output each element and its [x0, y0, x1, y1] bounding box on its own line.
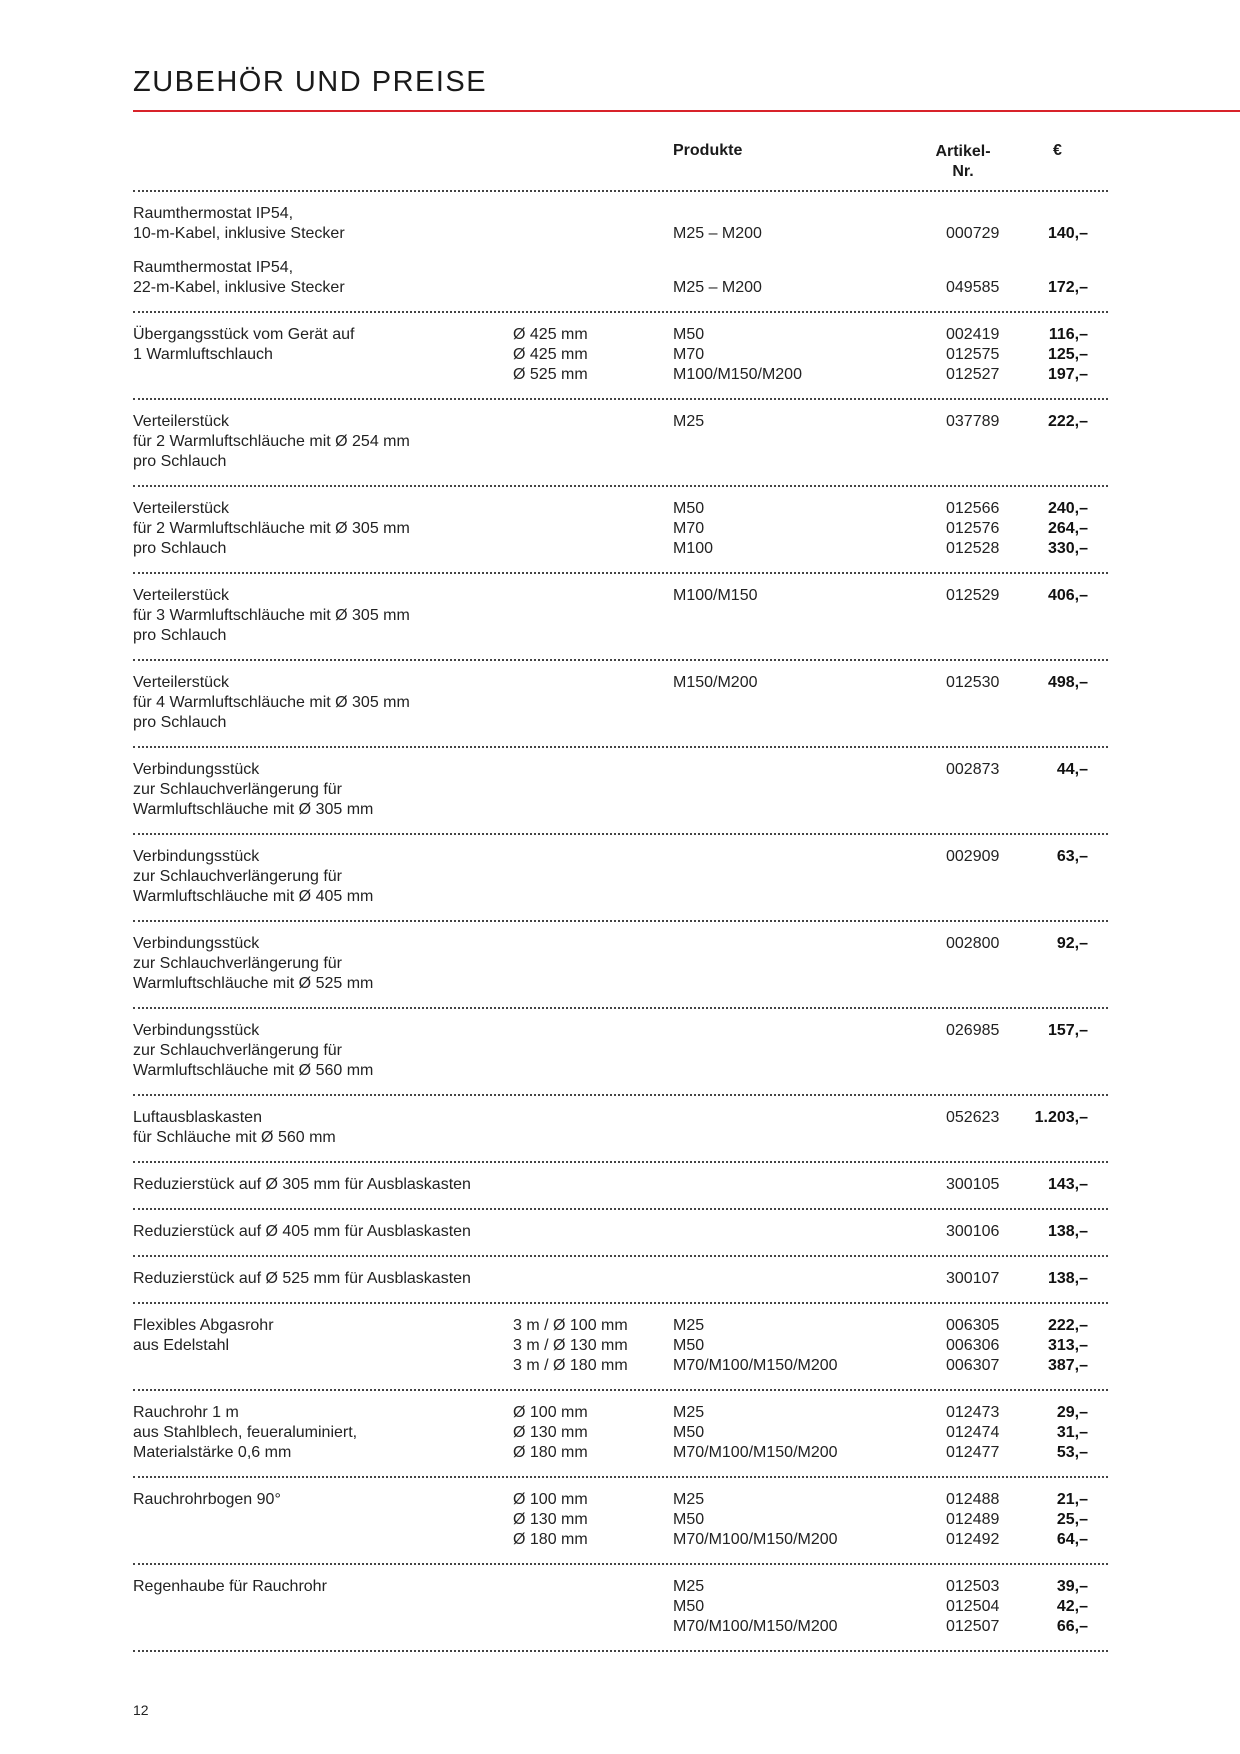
item-products: M70	[673, 346, 705, 363]
item-description: Verteilerstück	[133, 413, 230, 430]
page-number: 12	[133, 1702, 149, 1718]
table-row	[133, 1175, 1108, 1195]
table-row	[133, 934, 1108, 954]
item-description: Übergangsstück vom Gerät auf	[133, 326, 355, 343]
item-description: pro Schlauch	[133, 714, 227, 731]
item-article-number: 002419	[946, 326, 1000, 343]
product-group	[133, 1391, 1108, 1476]
item-description: 22-m-Kabel, inklusive Stecker	[133, 279, 345, 296]
item-article-number: 012489	[946, 1511, 1000, 1528]
item-products: M100	[673, 540, 714, 557]
item-article-number: 049585	[946, 279, 1000, 296]
item-price: 63,–	[1056, 848, 1088, 865]
dotted-divider	[133, 1650, 1108, 1652]
table-row	[133, 693, 1108, 713]
title-rule	[133, 110, 1240, 112]
item-price: 197,–	[1047, 366, 1088, 383]
item-description: Regenhaube für Rauchrohr	[133, 1578, 327, 1595]
table-row	[133, 1443, 1108, 1463]
table-row	[133, 606, 1108, 626]
item-description: für 4 Warmluftschläuche mit Ø 305 mm	[133, 694, 410, 711]
item-description: Verbindungsstück	[133, 1022, 260, 1039]
item-price: 92,–	[1056, 935, 1088, 952]
price-table	[133, 140, 1108, 1652]
item-description: für 2 Warmluftschläuche mit Ø 254 mm	[133, 433, 410, 450]
item-size: Ø 525 mm	[513, 366, 588, 383]
item-article-number: 012477	[946, 1444, 1000, 1461]
item-price: 42,–	[1056, 1598, 1088, 1615]
table-row	[133, 867, 1108, 887]
product-group	[133, 192, 1108, 258]
table-row	[133, 325, 1108, 345]
item-article-number: 006307	[946, 1357, 1000, 1374]
table-row	[133, 432, 1108, 452]
product-group	[133, 1096, 1108, 1161]
page-title: ZUBEHÖR UND PREISE	[133, 66, 488, 98]
item-article-number: 002800	[946, 935, 1000, 952]
item-price: 66,–	[1056, 1618, 1088, 1635]
product-group	[133, 1565, 1108, 1650]
item-article-number: 012527	[946, 366, 1000, 383]
item-price: 29,–	[1056, 1404, 1088, 1421]
item-size: Ø 130 mm	[513, 1424, 588, 1441]
product-group	[133, 574, 1108, 659]
item-price: 64,–	[1056, 1531, 1088, 1548]
item-price: 498,–	[1047, 674, 1088, 691]
item-article-number: 052623	[946, 1109, 1000, 1126]
item-products: M50	[673, 1511, 705, 1528]
product-group	[133, 835, 1108, 920]
item-article-number: 300107	[946, 1270, 1000, 1287]
item-size: Ø 425 mm	[513, 346, 588, 363]
table-row	[133, 278, 1108, 298]
item-description: zur Schlauchverlängerung für	[133, 868, 343, 885]
table-row	[133, 713, 1108, 733]
item-article-number: 012492	[946, 1531, 1000, 1548]
item-size: 3 m / Ø 130 mm	[513, 1337, 628, 1354]
header-article-nr	[928, 142, 998, 182]
item-article-number: 012529	[946, 587, 1000, 604]
item-price: 222,–	[1047, 1317, 1088, 1334]
table-row	[133, 1356, 1108, 1376]
product-group	[133, 1304, 1108, 1389]
item-price: 39,–	[1056, 1578, 1088, 1595]
table-row	[133, 519, 1108, 539]
item-description: Verteilerstück	[133, 674, 230, 691]
item-article-number: 012530	[946, 674, 1000, 691]
item-description: pro Schlauch	[133, 627, 227, 644]
table-row	[133, 760, 1108, 780]
item-description: Rauchrohrbogen 90°	[133, 1491, 281, 1508]
item-description: Luftausblaskasten	[133, 1109, 262, 1126]
item-description: aus Stahlblech, feueraluminiert,	[133, 1424, 358, 1441]
item-products: M100/M150	[673, 587, 758, 604]
item-article-number: 002909	[946, 848, 1000, 865]
item-article-number: 300105	[946, 1176, 1000, 1193]
item-description: Reduzierstück auf Ø 305 mm für Ausblaskasten	[133, 1176, 471, 1193]
item-products: M70	[673, 520, 705, 537]
product-group	[133, 487, 1108, 572]
item-article-number: 026985	[946, 1022, 1000, 1039]
table-row	[133, 365, 1108, 385]
item-products: M25	[673, 1317, 705, 1334]
item-price: 240,–	[1047, 500, 1088, 517]
table-row	[133, 345, 1108, 365]
item-products: M25	[673, 1491, 705, 1508]
table-row	[133, 539, 1108, 559]
item-description: 1 Warmluftschlauch	[133, 346, 273, 363]
item-products: M70/M100/M150/M200	[673, 1531, 838, 1548]
item-article-number: 006306	[946, 1337, 1000, 1354]
item-size: Ø 180 mm	[513, 1444, 588, 1461]
product-group	[133, 1163, 1108, 1208]
item-price: 172,–	[1047, 279, 1088, 296]
item-description: Flexibles Abgasrohr	[133, 1317, 274, 1334]
item-description: Reduzierstück auf Ø 525 mm für Ausblaskasten	[133, 1270, 471, 1287]
item-article-number: 000729	[946, 225, 1000, 242]
item-size: 3 m / Ø 180 mm	[513, 1357, 628, 1374]
item-price: 330,–	[1047, 540, 1088, 557]
item-description: Verteilerstück	[133, 587, 230, 604]
item-price: 157,–	[1047, 1022, 1088, 1039]
item-article-number: 012575	[946, 346, 1000, 363]
header-article-nr-line1: Artikel-	[935, 143, 991, 160]
item-description: Verbindungsstück	[133, 848, 260, 865]
table-row	[133, 1336, 1108, 1356]
item-price: 387,–	[1047, 1357, 1088, 1374]
item-products: M50	[673, 1424, 705, 1441]
table-row	[133, 499, 1108, 519]
item-description: Warmluftschläuche mit Ø 560 mm	[133, 1062, 374, 1079]
item-size: Ø 180 mm	[513, 1531, 588, 1548]
table-row	[133, 626, 1108, 646]
item-description: pro Schlauch	[133, 540, 227, 557]
table-row	[133, 258, 1108, 278]
item-price: 138,–	[1047, 1270, 1088, 1287]
table-row	[133, 800, 1108, 820]
item-description: Materialstärke 0,6 mm	[133, 1444, 292, 1461]
item-price: 264,–	[1047, 520, 1088, 537]
product-group	[133, 922, 1108, 1007]
table-row	[133, 1403, 1108, 1423]
product-group	[133, 400, 1108, 485]
table-row	[133, 1597, 1108, 1617]
item-price: 143,–	[1047, 1176, 1088, 1193]
item-description: Warmluftschläuche mit Ø 525 mm	[133, 975, 374, 992]
item-description: zur Schlauchverlängerung für	[133, 955, 343, 972]
item-description: aus Edelstahl	[133, 1337, 230, 1354]
table-row	[133, 954, 1108, 974]
item-size: Ø 425 mm	[513, 326, 588, 343]
item-description: Verbindungsstück	[133, 935, 260, 952]
item-price: 25,–	[1056, 1511, 1088, 1528]
table-row	[133, 1108, 1108, 1128]
table-row	[133, 204, 1108, 224]
table-row	[133, 1316, 1108, 1336]
table-row	[133, 586, 1108, 606]
item-article-number: 012528	[946, 540, 1000, 557]
item-size: Ø 100 mm	[513, 1404, 588, 1421]
item-products: M150/M200	[673, 674, 758, 691]
item-products: M70/M100/M150/M200	[673, 1618, 838, 1635]
table-row	[133, 224, 1108, 244]
item-description: zur Schlauchverlängerung für	[133, 1042, 343, 1059]
item-price: 125,–	[1047, 346, 1088, 363]
item-price: 222,–	[1047, 413, 1088, 430]
item-price: 53,–	[1056, 1444, 1088, 1461]
item-products: M70/M100/M150/M200	[673, 1357, 838, 1374]
table-row	[133, 887, 1108, 907]
product-group	[133, 1009, 1108, 1094]
item-article-number: 037789	[946, 413, 1000, 430]
item-products: M25	[673, 413, 705, 430]
item-size: Ø 100 mm	[513, 1491, 588, 1508]
item-description: Warmluftschläuche mit Ø 305 mm	[133, 801, 374, 818]
item-price: 138,–	[1047, 1223, 1088, 1240]
item-article-number: 002873	[946, 761, 1000, 778]
table-row	[133, 780, 1108, 800]
item-article-number: 012576	[946, 520, 1000, 537]
item-description: Verteilerstück	[133, 500, 230, 517]
product-group	[133, 748, 1108, 833]
item-article-number: 012473	[946, 1404, 1000, 1421]
table-row	[133, 1617, 1108, 1637]
product-group	[133, 313, 1108, 398]
item-price: 140,–	[1047, 225, 1088, 242]
table-row	[133, 1530, 1108, 1550]
item-description: Reduzierstück auf Ø 405 mm für Ausblaskasten	[133, 1223, 471, 1240]
item-article-number: 012503	[946, 1578, 1000, 1595]
item-price: 406,–	[1047, 587, 1088, 604]
item-products: M50	[673, 500, 705, 517]
table-row	[133, 1021, 1108, 1041]
item-article-number: 012474	[946, 1424, 1000, 1441]
item-price: 1.203,–	[1034, 1109, 1088, 1126]
table-body	[133, 192, 1108, 1652]
item-size: Ø 130 mm	[513, 1511, 588, 1528]
item-products: M50	[673, 326, 705, 343]
item-description: Raumthermostat IP54,	[133, 205, 294, 222]
item-price: 44,–	[1056, 761, 1088, 778]
item-article-number: 012507	[946, 1618, 1000, 1635]
item-products: M50	[673, 1598, 705, 1615]
item-description: Verbindungsstück	[133, 761, 260, 778]
table-header	[133, 140, 1108, 190]
item-description: für 2 Warmluftschläuche mit Ø 305 mm	[133, 520, 410, 537]
item-products: M25 – M200	[673, 279, 762, 296]
item-products: M100/M150/M200	[673, 366, 802, 383]
item-article-number: 012488	[946, 1491, 1000, 1508]
item-products: M50	[673, 1337, 705, 1354]
item-price: 313,–	[1047, 1337, 1088, 1354]
table-row	[133, 1061, 1108, 1081]
table-row	[133, 673, 1108, 693]
item-products: M25 – M200	[673, 225, 762, 242]
item-products: M70/M100/M150/M200	[673, 1444, 838, 1461]
item-description: Rauchrohr 1 m	[133, 1404, 239, 1421]
item-article-number: 300106	[946, 1223, 1000, 1240]
item-size: 3 m / Ø 100 mm	[513, 1317, 628, 1334]
table-row	[133, 1041, 1108, 1061]
product-group	[133, 661, 1108, 746]
product-group	[133, 258, 1108, 311]
table-row	[133, 1490, 1108, 1510]
item-description: pro Schlauch	[133, 453, 227, 470]
item-description: für 3 Warmluftschläuche mit Ø 305 mm	[133, 607, 410, 624]
product-group	[133, 1210, 1108, 1255]
item-price: 31,–	[1056, 1424, 1088, 1441]
item-article-number: 012504	[946, 1598, 1000, 1615]
item-description: Raumthermostat IP54,	[133, 259, 294, 276]
item-products: M25	[673, 1404, 705, 1421]
table-row	[133, 452, 1108, 472]
table-row	[133, 847, 1108, 867]
item-price: 116,–	[1048, 326, 1088, 343]
item-description: 10-m-Kabel, inklusive Stecker	[133, 225, 345, 242]
table-row	[133, 1510, 1108, 1530]
item-description: zur Schlauchverlängerung für	[133, 781, 343, 798]
table-row	[133, 1128, 1108, 1148]
table-row	[133, 412, 1108, 432]
table-row	[133, 974, 1108, 994]
item-article-number: 006305	[946, 1317, 1000, 1334]
item-description: Warmluftschläuche mit Ø 405 mm	[133, 888, 374, 905]
item-article-number: 012566	[946, 500, 1000, 517]
item-description: für Schläuche mit Ø 560 mm	[133, 1129, 336, 1146]
table-row	[133, 1222, 1108, 1242]
table-row	[133, 1577, 1108, 1597]
table-row	[133, 1269, 1108, 1289]
item-price: 21,–	[1056, 1491, 1088, 1508]
product-group	[133, 1257, 1108, 1302]
header-article-nr-line2: Nr.	[952, 163, 974, 180]
header-products: Produkte	[673, 142, 743, 159]
header-price: €	[1053, 142, 1062, 159]
table-row	[133, 1423, 1108, 1443]
product-group	[133, 1478, 1108, 1563]
item-products: M25	[673, 1578, 705, 1595]
